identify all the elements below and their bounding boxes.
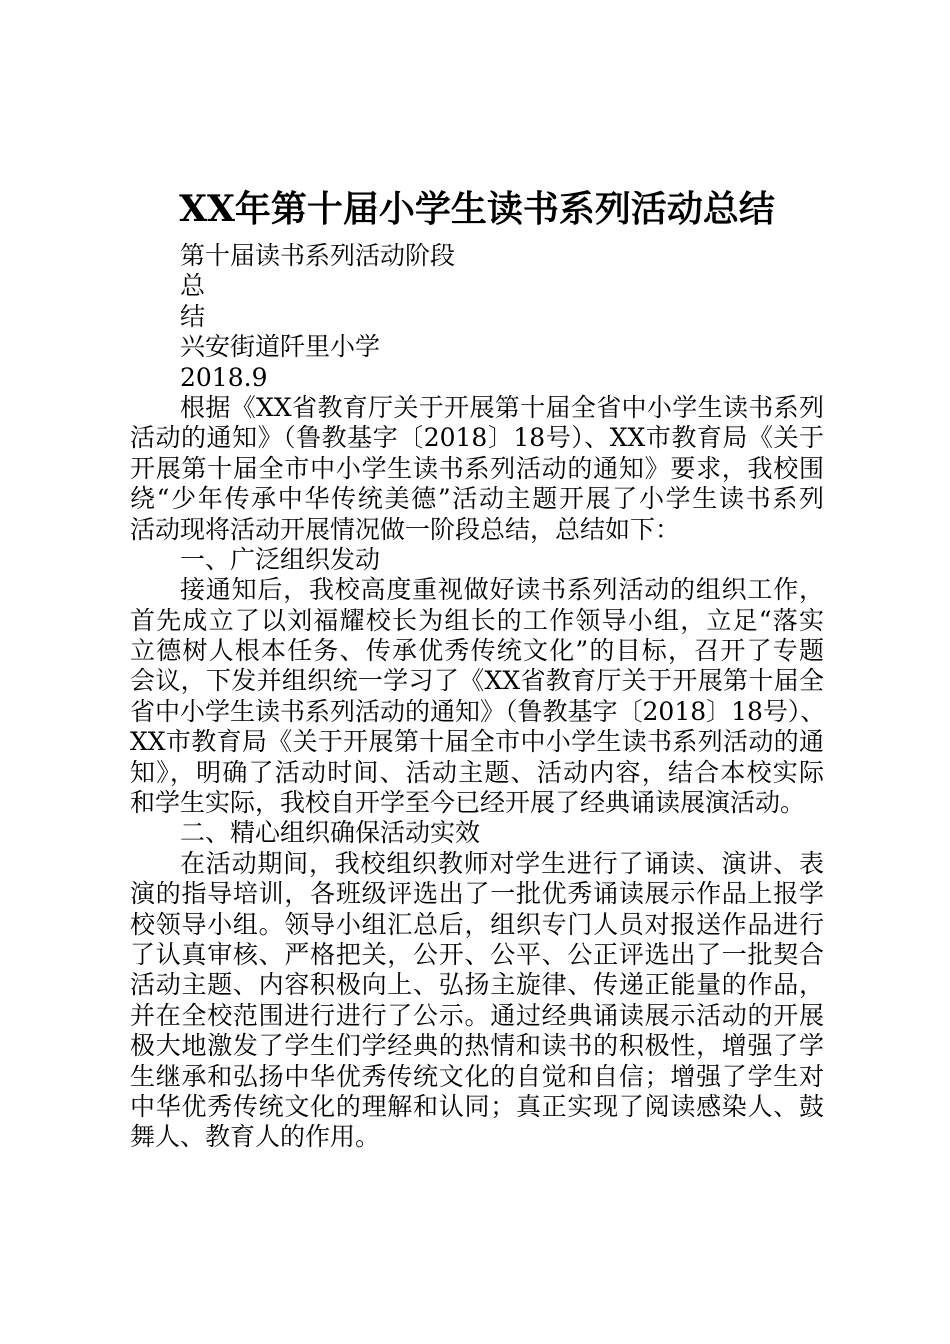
body-line: 二、精心组织确保活动实效	[180, 818, 481, 848]
body-line: 极大地激发了学生们学经典的热情和读书的积极性，增强了学	[130, 1031, 824, 1061]
body-line: 绕“少年传承中华传统美德”活动主题开展了小学生读书系列	[130, 484, 824, 514]
body-line: XX市教育局《关于开展第十届全市中小学生读书系列活动的通	[130, 727, 824, 757]
body-paragraphs	[130, 393, 824, 1153]
header-line-jie: 结	[180, 301, 206, 331]
body-line: 根据《XX省教育厅关于开展第十届全省中小学生读书系列	[180, 392, 824, 422]
body-line: 会议，下发并组织统一学习了《XX省教育厅关于开展第十届全	[130, 666, 824, 696]
body-line: 知》，明确了活动时间、活动主题、活动内容，结合本校实际	[130, 757, 824, 787]
body-line: 活动现将活动开展情况做一阶段总结，总结如下：	[130, 514, 681, 544]
body-line: 并在全校范围进行进行了公示。通过经典诵读展示活动的开展	[130, 1000, 824, 1030]
body-line: 活动主题、内容积极向上、弘扬主旋律、传递正能量的作品，	[130, 970, 824, 1000]
body-line: 一、广泛组织发动	[180, 544, 381, 574]
body-line: 演的指导培训，各班级评选出了一批优秀诵读展示作品上报学	[130, 879, 824, 909]
body-line: 校领导小组。领导小组汇总后，组织专门人员对报送作品进行	[130, 909, 824, 939]
body-line: 和学生实际，我校自开学至今已经开展了经典诵读展演活动。	[130, 788, 806, 818]
body-line: 活动的通知》（鲁教基字〔2018〕18号）、XX市教育局《关于	[130, 423, 824, 453]
document-title: XX年第十届小学生读书系列活动总结	[179, 188, 775, 230]
header-line-school: 兴安街道阡里小学	[180, 332, 381, 362]
body-line: 开展第十届全市中小学生读书系列活动的通知》要求，我校围	[130, 453, 824, 483]
body-line: 首先成立了以刘福耀校长为组长的工作领导小组，立足“落实	[130, 605, 824, 635]
body-line: 在活动期间，我校组织教师对学生进行了诵读、演讲、表	[180, 848, 824, 878]
header-line-zong: 总	[180, 271, 206, 301]
document-body	[130, 241, 824, 1153]
body-line: 舞人、教育人的作用。	[130, 1122, 381, 1152]
body-line: 接通知后，我校高度重视做好读书系列活动的组织工作，	[180, 575, 824, 605]
body-line: 立德树人根本任务、传承优秀传统文化”的目标，召开了专题	[130, 636, 824, 666]
body-line: 生继承和弘扬中华优秀传统文化的自觉和自信；增强了学生对	[130, 1061, 824, 1091]
body-line: 省中小学生读书系列活动的通知》（鲁教基字〔2018〕18号）、	[130, 696, 826, 726]
body-line: 中华优秀传统文化的理解和认同；真正实现了阅读感染人、鼓	[130, 1091, 824, 1121]
header-line-date: 2018.9	[180, 362, 268, 392]
header-line-unit: 第十届读书系列活动阶段	[180, 241, 456, 270]
body-line: 了认真审核、严格把关，公开、公平、公正评选出了一批契合	[130, 939, 824, 969]
